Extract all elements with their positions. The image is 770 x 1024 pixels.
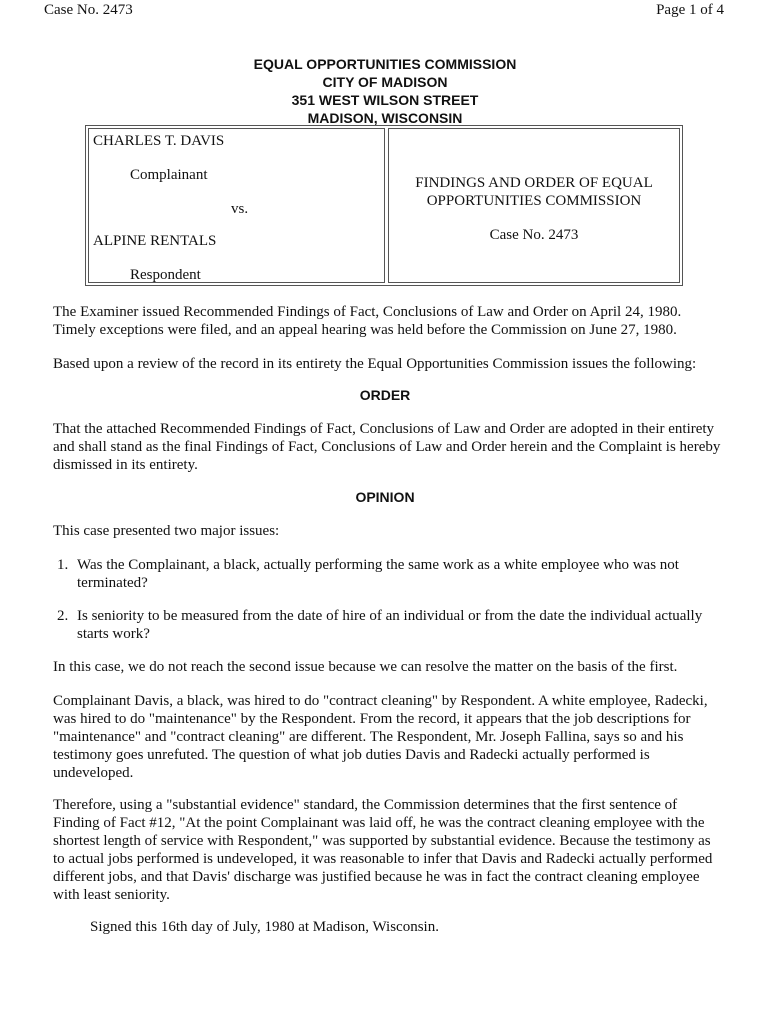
heading-state: MADISON, WISCONSIN (307, 110, 463, 126)
intro-text: The Examiner issued Recommended Findings of Fact, Conclusions of Law and Order on April 24, 1980. Timely exceptions were filed, and an appeal hearing was held before the Commission on June 27, 1980. (53, 304, 682, 338)
review-text: Based upon a review of the record in its entirety the Equal Opportunities Commission issues the following: (53, 356, 697, 372)
second-issue-text: In this case, we do not reach the second issue because we can resolve the matter on the basis of the first. (53, 659, 678, 675)
signature-paragraph (90, 918, 720, 936)
issues-intro-text: This case presented two major issues: (53, 523, 280, 539)
order-heading: ORDER (359, 387, 411, 403)
running-header (44, 0, 724, 22)
respondent-label: Respondent (130, 267, 201, 283)
davis-text: Complainant Davis, a black, was hired to do "contract cleaning" by Respondent. A white employee, Radecki, was hired to do "maintenance" by the Respondent. From the record, it appears that the job descriptions for "maintenance" and "contract cleaning" are different. The Respondent, Mr. Joseph Fallina, says so and his testimony goes unrefuted. The question of what job duties Davis and Radecki actually performed is undeveloped. (53, 693, 708, 781)
heading-commission: EQUAL OPPORTUNITIES COMMISSION (253, 56, 517, 72)
case-caption-table (85, 125, 683, 286)
caption-title-line2: OPPORTUNITIES COMMISSION (426, 193, 642, 209)
review-paragraph (53, 355, 721, 373)
second-issue-paragraph (53, 658, 721, 676)
issue1-text: Was the Complainant, a black, actually performing the same work as a white employee who was not terminated? (77, 557, 679, 591)
heading-street: 351 WEST WILSON STREET (291, 92, 479, 108)
document-heading (0, 55, 770, 127)
versus-text: vs. (231, 201, 249, 217)
issue2-number: 2. (57, 608, 69, 624)
issues-intro-paragraph (53, 522, 721, 540)
order-text: That the attached Recommended Findings of Fact, Conclusions of Law and Order are adopted in their entirety and shall stand as the final Findings of Fact, Conclusions of Law and Order herein and the Complaint is hereby dismissed in its entirety. (53, 421, 721, 473)
caption-case-number: Case No. 2473 (489, 227, 579, 243)
therefore-paragraph (53, 796, 721, 904)
davis-paragraph (53, 692, 721, 782)
order-paragraph (53, 420, 721, 474)
signed-text: Signed this 16th day of July, 1980 at Madison, Wisconsin. (90, 919, 439, 935)
header-case-number: Case No. 2473 (44, 2, 133, 18)
opinion-heading: OPINION (355, 489, 415, 505)
caption-title-cell (388, 128, 680, 283)
respondent-name: ALPINE RENTALS (93, 233, 217, 249)
complainant-label: Complainant (130, 167, 208, 183)
issue1-number: 1. (57, 557, 69, 573)
therefore-text: Therefore, using a "substantial evidence" standard, the Commission determines that the first sentence of Finding of Fact #12, "At the point Complainant was laid off, he was the contract cleaning employee with the shortest length of service with Respondent," was supported by substantial evidence. Because the testimony as to actual jobs performed is undeveloped, it was reasonable to infer that Davis and Radecki actually performed different jobs, and that Davis' discharge was justified because he was in fact the contract cleaning employee with least seniority. (53, 797, 713, 903)
caption-parties-cell (88, 128, 385, 283)
issue2-text: Is seniority to be measured from the date of hire of an individual or from the date the individual actually starts work? (77, 608, 703, 642)
header-page-number: Page 1 of 4 (656, 2, 724, 18)
heading-city: CITY OF MADISON (322, 74, 448, 90)
caption-title-line1: FINDINGS AND ORDER OF EQUAL (415, 175, 653, 191)
complainant-name: CHARLES T. DAVIS (93, 133, 225, 149)
intro-paragraph (53, 303, 721, 339)
